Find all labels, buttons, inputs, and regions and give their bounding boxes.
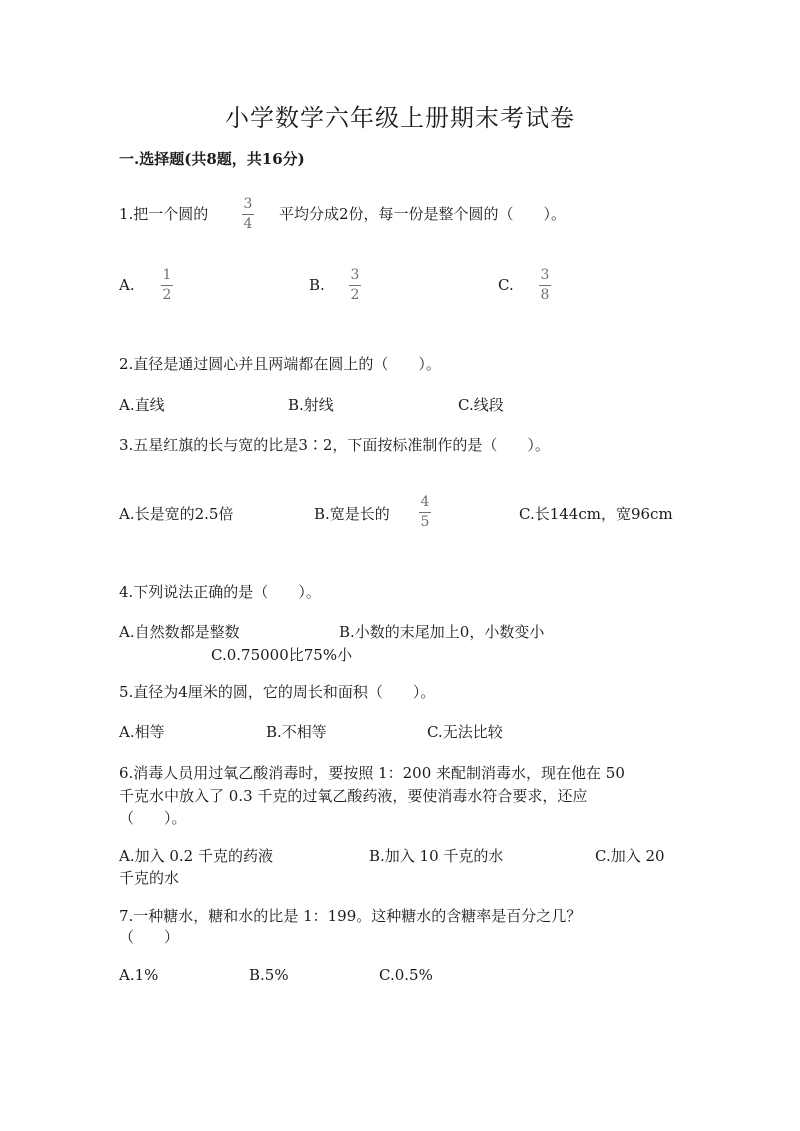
fraction-numerator: 1 bbox=[162, 267, 172, 283]
q6-option-c[interactable]: C.加入 20 bbox=[595, 847, 665, 865]
fraction-bar bbox=[539, 285, 551, 286]
fraction-bar bbox=[242, 214, 254, 215]
q3-option-b[interactable]: B.宽是长的 bbox=[314, 505, 390, 523]
q5-option-b[interactable]: B.不相等 bbox=[266, 723, 327, 741]
q1-option-c-label[interactable]: C. bbox=[498, 276, 514, 294]
q6-text-line-1: 6.消毒人员用过氧乙酸消毒时，要按照 1：200 来配制消毒水，现在他在 50 bbox=[119, 764, 625, 782]
section-heading: 一.选择题(共8题，共16分) bbox=[119, 150, 305, 168]
q5-option-c[interactable]: C.无法比较 bbox=[427, 723, 503, 741]
q2-option-c[interactable]: C.线段 bbox=[458, 396, 504, 414]
q4-option-c[interactable]: C.0.75000比75%小 bbox=[211, 646, 353, 664]
fraction-denominator: 2 bbox=[162, 287, 172, 303]
q3-text: 3.五星红旗的长与宽的比是3∶2，下面按标准制作的是（ ）。 bbox=[119, 436, 550, 454]
fraction-numerator: 4 bbox=[420, 494, 430, 510]
q1-option-c-fraction[interactable] bbox=[538, 268, 552, 303]
q3-option-c[interactable]: C.长144cm，宽96cm bbox=[519, 505, 673, 523]
fraction-denominator: 2 bbox=[350, 287, 360, 303]
q7-option-b[interactable]: B.5% bbox=[249, 966, 289, 984]
fraction-numerator: 3 bbox=[243, 196, 253, 212]
q7-text-line-2: （ ） bbox=[119, 928, 180, 946]
q7-text-line-1: 7.一种糖水，糖和水的比是 1：199。这种糖水的含糖率是百分之几？ bbox=[119, 907, 582, 925]
q5-option-a[interactable]: A.相等 bbox=[119, 723, 165, 741]
q7-option-a[interactable]: A.1% bbox=[119, 966, 159, 984]
q3-option-a[interactable]: A.长是宽的2.5倍 bbox=[119, 505, 234, 523]
q1-fraction bbox=[241, 197, 255, 232]
q7-option-c[interactable]: C.0.5% bbox=[379, 966, 433, 984]
q2-option-a[interactable]: A.直线 bbox=[119, 396, 165, 414]
page-title: 小学数学六年级上册期末考试卷 bbox=[225, 104, 575, 132]
q6-option-a[interactable]: A.加入 0.2 千克的药液 bbox=[119, 847, 273, 865]
q1-option-b-fraction[interactable] bbox=[348, 268, 362, 303]
fraction-numerator: 3 bbox=[540, 267, 550, 283]
q6-option-c-continued[interactable]: 千克的水 bbox=[119, 869, 180, 887]
q1-text-post: 平均分成2份，每一份是整个圆的（ ）。 bbox=[279, 205, 567, 223]
q3-option-b-fraction[interactable] bbox=[418, 495, 432, 530]
fraction-denominator: 8 bbox=[540, 287, 550, 303]
q1-text-pre: 1.把一个圆的 bbox=[119, 205, 209, 223]
q1-option-b-label[interactable]: B. bbox=[309, 276, 325, 294]
fraction-numerator: 3 bbox=[350, 267, 360, 283]
q1-option-a-label[interactable]: A. bbox=[119, 276, 135, 294]
fraction-bar bbox=[419, 512, 431, 513]
fraction-bar bbox=[161, 285, 173, 286]
q4-option-b[interactable]: B.小数的末尾加上0，小数变小 bbox=[339, 623, 545, 641]
q2-text: 2.直径是通过圆心并且两端都在圆上的（ ）。 bbox=[119, 355, 441, 373]
q2-option-b[interactable]: B.射线 bbox=[288, 396, 334, 414]
fraction-bar bbox=[349, 285, 361, 286]
q1-option-a-fraction[interactable] bbox=[160, 268, 174, 303]
q6-text-line-2: 千克水中放入了 0.3 千克的过氧乙酸药液，要使消毒水符合要求，还应 bbox=[119, 787, 588, 805]
fraction-denominator: 4 bbox=[243, 216, 253, 232]
q4-text: 4.下列说法正确的是（ ）。 bbox=[119, 583, 321, 601]
q6-option-b[interactable]: B.加入 10 千克的水 bbox=[369, 847, 504, 865]
q5-text: 5.直径为4厘米的圆，它的周长和面积（ ）。 bbox=[119, 683, 436, 701]
q6-text-line-3: （ ）。 bbox=[119, 809, 187, 827]
fraction-denominator: 5 bbox=[420, 514, 430, 530]
q4-option-a[interactable]: A.自然数都是整数 bbox=[119, 623, 240, 641]
